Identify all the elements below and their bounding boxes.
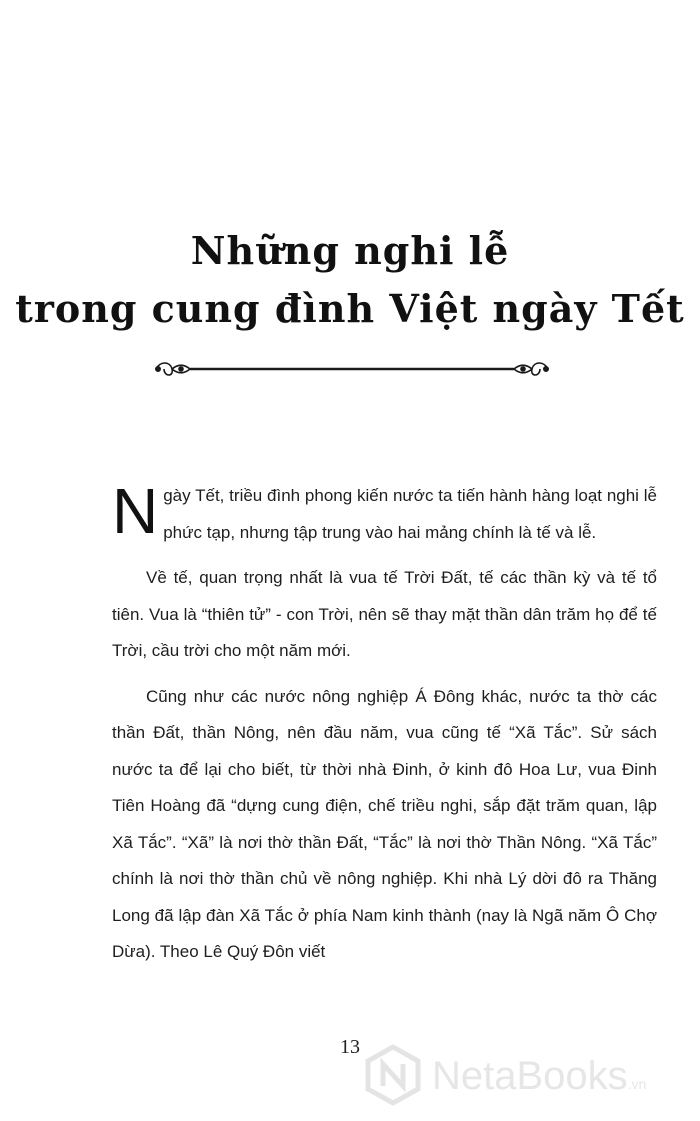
chapter-title-line-2: trong cung đình Việt ngày Tết	[15, 286, 685, 331]
paragraph-2: Về tế, quan trọng nhất là vua tế Trời Đất, tế các thần kỳ và tế tổ tiên. Vua là “thiên tử” - con Trời, nên sẽ thay mặt thần dân trăm họ để tế Trời, cầu trời cho một năm mới.	[112, 568, 657, 660]
chapter-title-line-1: Những nghi lễ	[190, 228, 510, 273]
paragraph-3: Cũng như các nước nông nghiệp Á Đông khác, nước ta thờ các thần Đất, thần Nông, nên đầu năm, vua cũng tế “Xã Tắc”. Sử sách nước ta để lại cho biết, từ thời nhà Đinh, ở kinh đô Hoa Lư, vua Đinh Tiên Hoàng đã “dựng cung điện, chế triều nghi, sắp đặt trăm quan, lập Xã Tắc”. “Xã” là nơi thờ thần Đất, “Tắc” là nơi thờ Thần Nông. “Xã Tắc” chính là nơi thờ thần chủ về nông nghiệp. Khi nhà Lý dời đô ra Thăng Long đã lập đàn Xã Tắc ở phía Nam kinh thành (nay là Ngã năm Ô Chợ Dừa). Theo Lê Quý Đôn viết	[112, 686, 657, 961]
page-number: 13	[340, 1036, 360, 1058]
watermark-suffix: .vn	[627, 1076, 647, 1092]
chapter-body	[112, 475, 657, 980]
watermark-brand: NetaBooks	[432, 1054, 628, 1098]
chapter-title	[0, 222, 700, 338]
ornamental-divider-icon	[150, 355, 570, 383]
watermark	[362, 1044, 692, 1108]
netabooks-logo-icon	[362, 1044, 424, 1106]
paragraph-1-text: gày Tết, triều đình phong kiến nước ta tiến hành hàng loạt nghi lễ phức tạp, nhưng tập trung vào hai mảng chính là tế và lễ.	[163, 486, 657, 542]
watermark-text	[432, 1054, 646, 1099]
drop-cap: N	[112, 475, 159, 547]
paragraph-1	[112, 475, 657, 551]
